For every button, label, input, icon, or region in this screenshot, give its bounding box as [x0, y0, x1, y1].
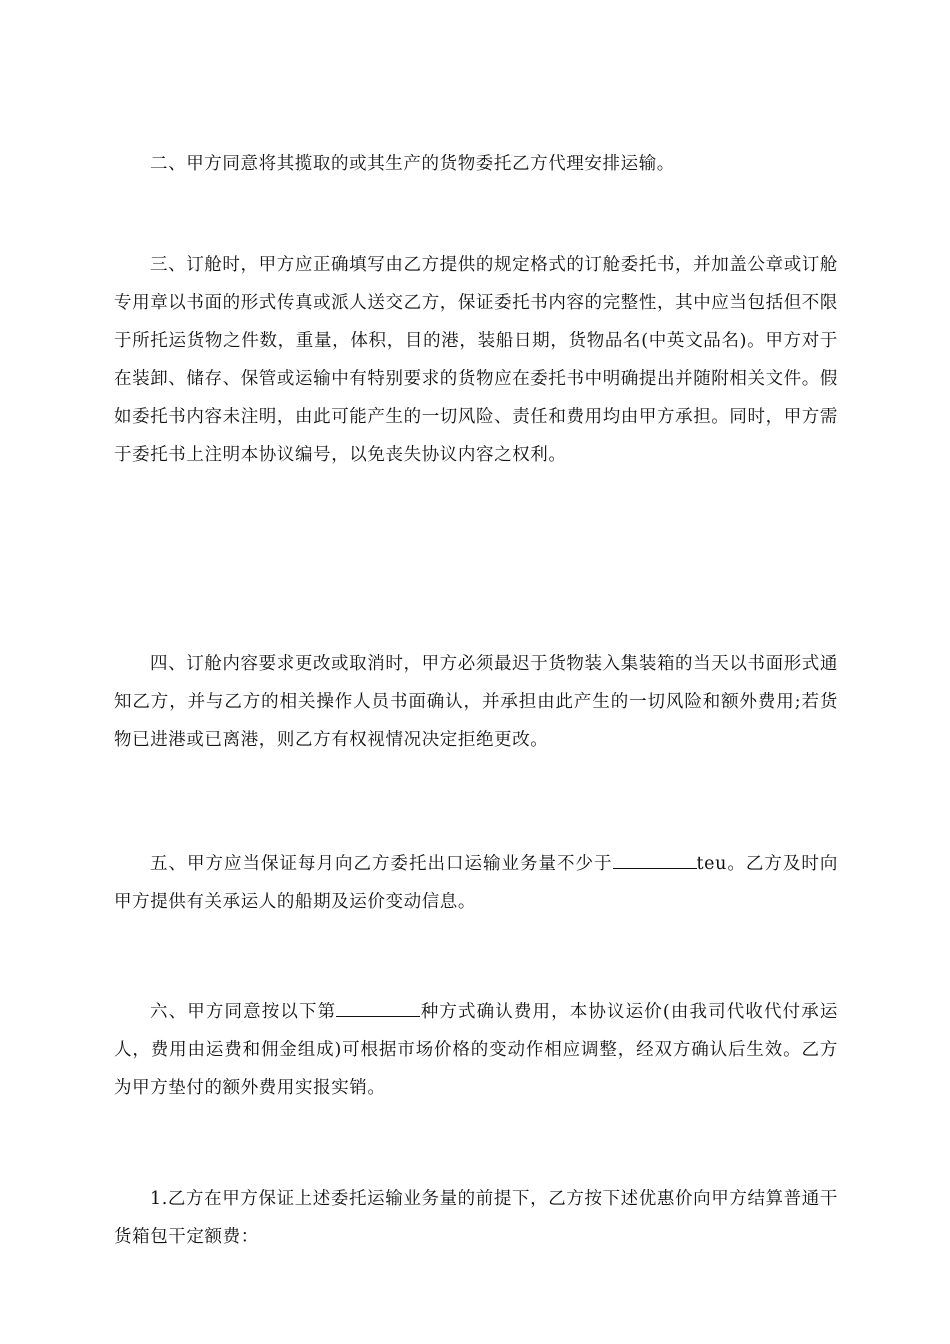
clause-2-paragraph: 二、甲方同意将其揽取的或其生产的货物委托乙方代理安排运输。: [150, 154, 675, 174]
clause-6-text-after-blank: 种方式确认费用，本协议运价(由我司代收代付承运人，费用由运费和佣金组成)可根据市场价格的变动作相应调整，经双方确认后生效。乙方为甲方垫付的额外费用实报实销。: [114, 1002, 838, 1098]
clause-5-text-before-blank: 五、甲方应当保证每月向乙方委托出口运输业务量不少于: [150, 854, 613, 874]
clause-6-paragraph: [114, 993, 838, 1107]
volume-blank-field: [613, 850, 697, 869]
clause-3-paragraph: 三、订舱时，甲方应正确填写由乙方提供的规定格式的订舱委托书，并加盖公章或订舱专用章以书面的形式传真或派人送交乙方，保证委托书内容的完整性，其中应当包括但不限于所托运货物之件数，重量，体积，目的港，装船日期，货物品名(中英文品名)。甲方对于在装卸、储存、保管或运输中有特别要求的货物应在委托书中明确提出并随附相关文件。假如委托书内容未注明，由此可能产生的一切风险、责任和费用均由甲方承担。同时，甲方需于委托书上注明本协议编号，以免丧失协议内容之权利。: [114, 255, 838, 465]
clause-6-item-1-paragraph: 1.乙方在甲方保证上述委托运输业务量的前提下，乙方按下述优惠价向甲方结算普通干货箱包干定额费：: [114, 1189, 838, 1247]
clause-5-paragraph: [114, 845, 838, 921]
clause-6-text-before-blank: 六、甲方同意按以下第: [150, 1002, 337, 1022]
clause-4-paragraph: 四、订舱内容要求更改或取消时，甲方必须最迟于货物装入集装箱的当天以书面形式通知乙方，并与乙方的相关操作人员书面确认，并承担由此产生的一切风险和额外费用;若货物已进港或已离港，则乙方有权视情况决定拒绝更改。: [114, 654, 838, 750]
clause-5-text-after-blank: teu。乙方及时向甲方提供有关承运人的船期及运价变动信息。: [114, 854, 838, 912]
method-number-blank-field: [336, 998, 420, 1017]
